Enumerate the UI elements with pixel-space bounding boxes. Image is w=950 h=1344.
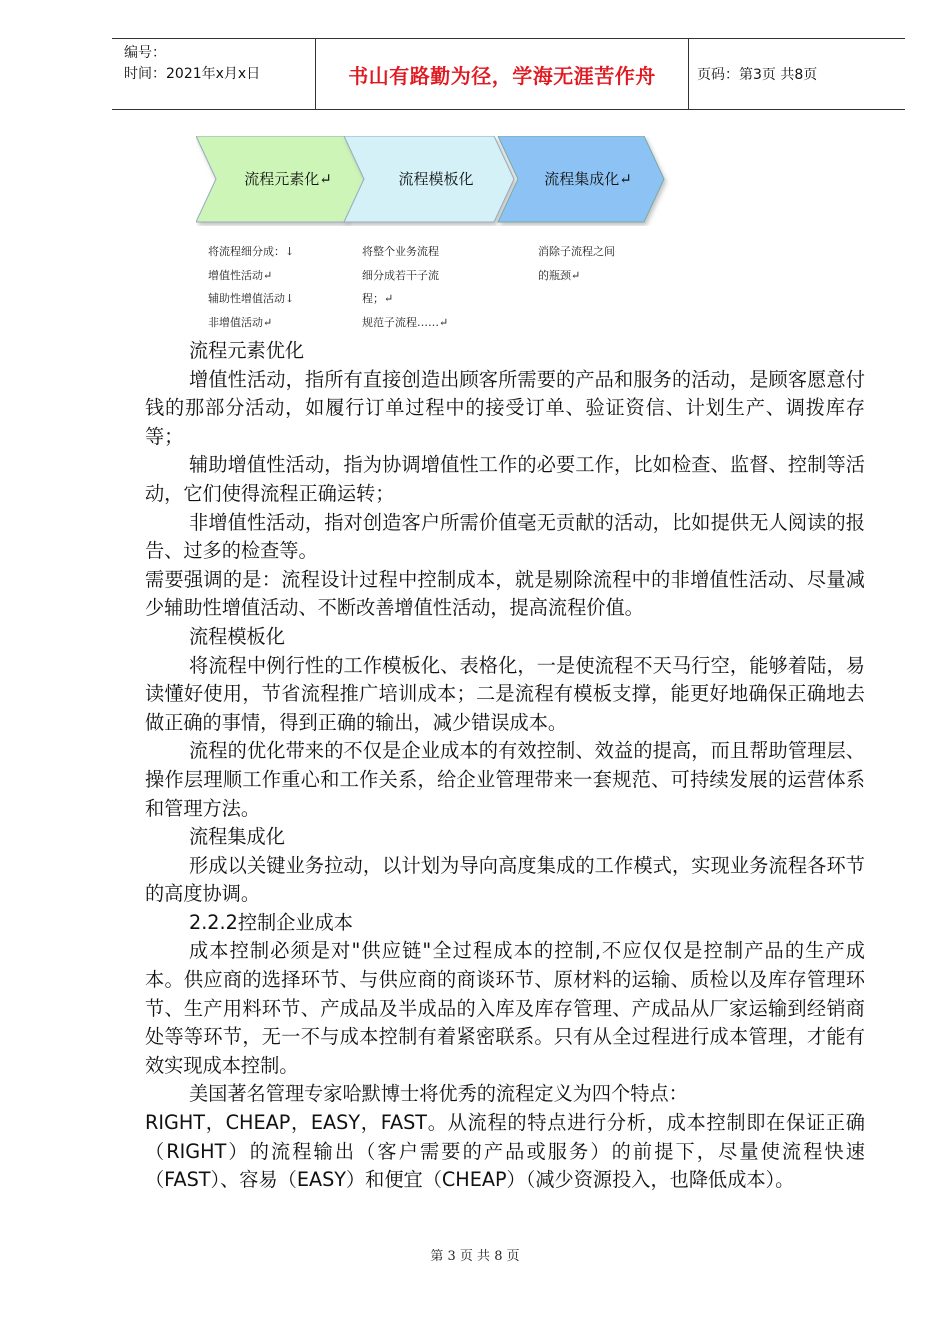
note-line: 将流程细分成：↓: [208, 245, 295, 258]
time-label: 时间：2021年x月x日: [124, 66, 261, 82]
note-line: 规范子流程……↵: [362, 315, 449, 329]
note-line: 细分成若干子流: [362, 268, 439, 282]
note-line: 的瓶颈↵: [538, 268, 581, 282]
paragraph: 增值性活动，指所有直接创造出顾客所需要的产品和服务的活动，是顾客愿意付钱的那部分活动，如履行订单过程中的接受订单、验证资信、计划生产、调拨库存等；: [145, 367, 865, 448]
note-line: 程；↵: [362, 292, 394, 305]
paragraph: 流程的优化带来的不仅是企业成本的有效控制、效益的提高，而且帮助管理层、操作层理顺工作重心和工作关系，给企业管理带来一套规范、可持续发展的运营体系和管理方法。: [145, 739, 865, 820]
page-header: [112, 38, 905, 110]
step-label-1: 流程元素化↵: [244, 170, 332, 188]
paragraph: RIGHT，CHEAP，EASY，FAST。从流程的特点进行分析，成本控制即在保证正确（RIGHT）的流程输出（客户需要的产品或服务）的前提下，尽量使流程快速（FAST）、容易（EASY）和便宜（CHEAP）（减少资源投入，也降低成本）。: [145, 1111, 865, 1192]
document-body: [145, 337, 865, 1195]
paragraph: 成本控制必须是对"供应链"全过程成本的控制,不应仅仅是控制产品的生产成本。供应商的选择环节、与供应商的商谈环节、原材料的运输、质检以及库存管理环节、生产用料环节、产成品及半成品的入库及库存管理、产成品从厂家运输到经销商处等等环节，无一不与成本控制有着紧密联系。只有从全过程进行成本管理，才能有效实现成本控制。: [145, 939, 865, 1077]
header-motto: 书山有路勤为径，学海无涯苦作舟: [315, 39, 689, 109]
note-line: 增值性活动↵: [208, 268, 273, 282]
paragraph: 将流程中例行性的工作模板化、表格化，一是使流程不天马行空，能够着陆，易读懂好使用，节省流程推广培训成本；二是流程有模板支撑，能更好地确保正确地去做正确的事情，得到正确的输出，减少错误成本。: [145, 653, 865, 734]
header-meta: [112, 39, 315, 109]
note-line: 非增值活动↵: [208, 315, 273, 329]
paragraph: 形成以关键业务拉动，以计划为导向高度集成的工作模式，实现业务流程各环节的高度协调。: [145, 853, 865, 906]
paragraph: 辅助增值性活动，指为协调增值性工作的必要工作，比如检查、监督、控制等活动，它们使得流程正确运转；: [145, 453, 865, 505]
note-line: 将整个业务流程: [362, 245, 439, 258]
section-heading: 流程集成化: [189, 825, 285, 849]
header-page-label: 页码：第3页 共8页: [697, 67, 818, 83]
section-heading: 流程模板化: [189, 624, 285, 648]
step-note-3: [538, 240, 615, 287]
page-footer: 第 3 页 共 8 页: [430, 1249, 520, 1264]
section-heading: 2.2.2控制企业成本: [189, 910, 353, 934]
note-line: 辅助性增值活动↓: [208, 292, 295, 305]
section-heading: 流程元素优化: [189, 339, 305, 362]
step-note-1: [208, 240, 294, 334]
step-label-3: 流程集成化↵: [544, 170, 632, 188]
step-note-2: [362, 240, 448, 334]
paragraph: 需要强调的是：流程设计过程中控制成本，就是剔除流程中的非增值性活动、尽量减少辅助性增值活动、不断改善增值性活动，提高流程价值。: [145, 567, 865, 620]
paragraph: 非增值性活动，指对创造客户所需价值毫无贡献的活动，比如提供无人阅读的报告、过多的检查等。: [145, 510, 865, 563]
number-label: 编号：: [124, 45, 166, 61]
note-line: 消除子流程之间: [538, 245, 615, 258]
process-diagram: [196, 136, 676, 336]
paragraph: 美国著名管理专家哈默博士将优秀的流程定义为四个特点：: [189, 1082, 688, 1106]
step-label-2: 流程模板化: [398, 170, 474, 188]
